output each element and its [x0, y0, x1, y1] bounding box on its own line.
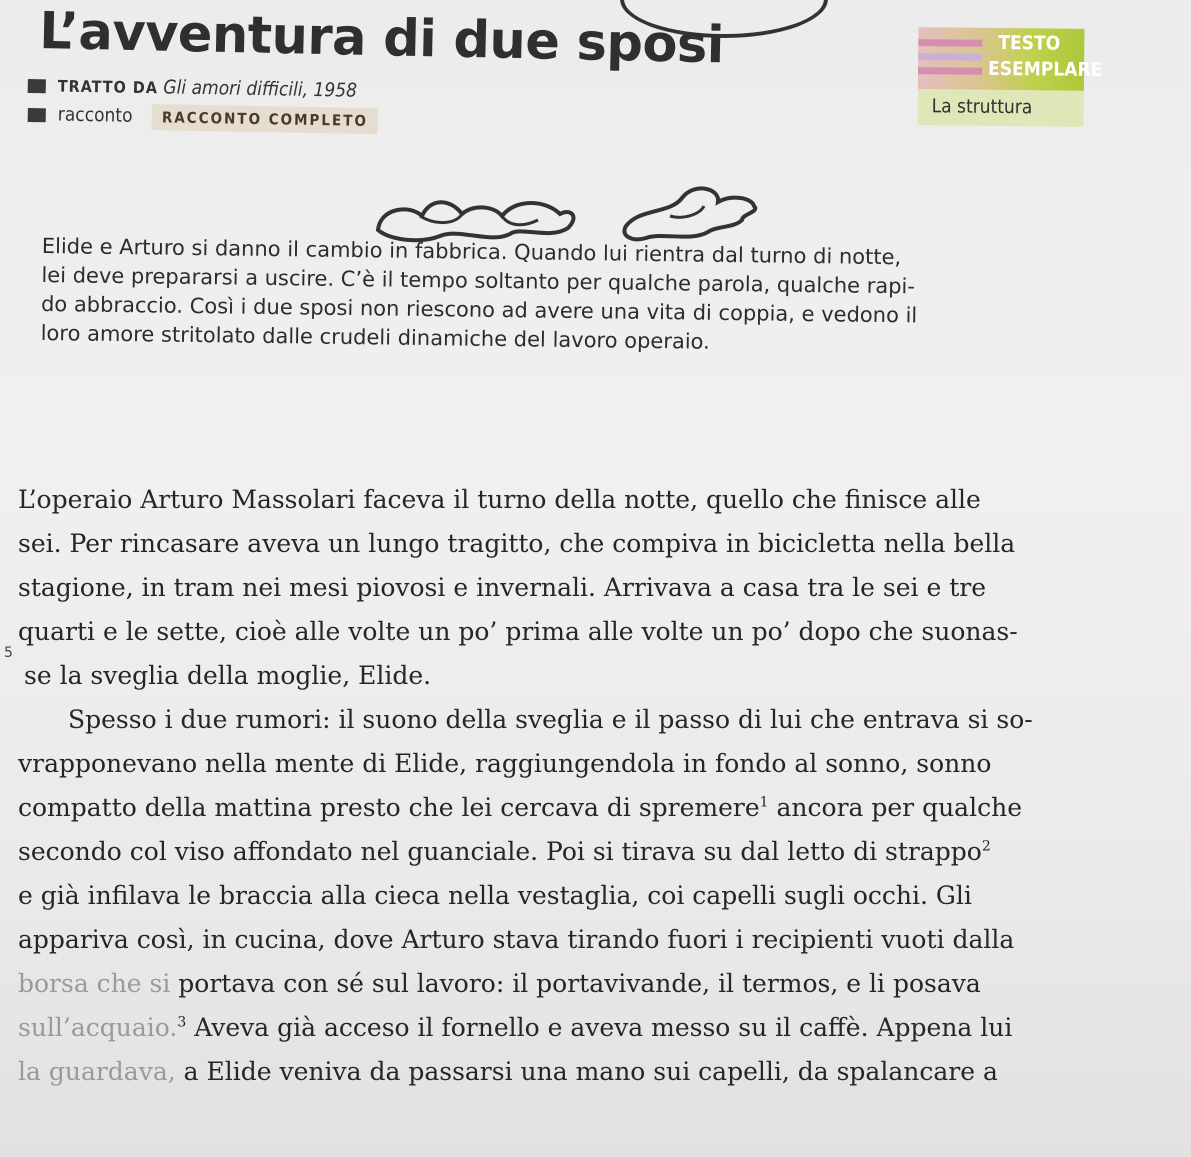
- text-line: [18, 1006, 1178, 1050]
- bullet-square-icon: [28, 107, 46, 121]
- source-title: Gli amori difficili, 1958: [163, 76, 358, 102]
- text-line: quarti e le sette, cioè alle volte un po’ prima alle volte un po’ dopo che suonas-: [18, 617, 1018, 646]
- badge-stripe: [918, 39, 982, 47]
- text-segment: portava con sé sul lavoro: il portavivande, il termos, e li posava: [170, 969, 981, 998]
- page-title: L’avventura di due sposi: [38, 2, 725, 76]
- text-segment: la guardava,: [18, 1057, 176, 1086]
- source-line: [28, 74, 358, 102]
- badge-line1: TESTO: [998, 31, 1061, 55]
- text-line: stagione, in tram nei mesi piovosi e invernali. Arrivava a casa tra le sei e tre: [18, 573, 987, 602]
- text-line: sei. Per rincasare aveva un lungo tragitto, che compiva in bicicletta nella bella: [18, 529, 1016, 558]
- text-line: L’operaio Arturo Massolari faceva il turno della notte, quello che finisce alle: [18, 485, 981, 514]
- bullet-square-icon: [28, 78, 46, 92]
- genre-label: racconto: [57, 103, 133, 127]
- text-segment: a Elide veniva da passarsi una mano sui capelli, da spalancare a: [175, 1057, 998, 1086]
- footnote-ref[interactable]: 3: [177, 1014, 187, 1031]
- genre-line: [28, 102, 379, 134]
- text-line: e già infilava le braccia alla cieca nella vestaglia, coi capelli sugli occhi. Gli: [18, 881, 972, 910]
- testo-esemplare-badge: [917, 27, 1103, 127]
- text-line: [18, 1050, 1178, 1094]
- footnote-ref[interactable]: 2: [981, 838, 991, 855]
- badge-stripe: [918, 53, 982, 61]
- badge-top: [918, 27, 1103, 91]
- text-line: [18, 962, 1178, 1006]
- complete-story-badge: RACCONTO COMPLETO: [152, 104, 378, 134]
- text-segment: sull’acquaio.: [18, 1013, 178, 1042]
- text-line: [18, 830, 1178, 874]
- intro-summary: [40, 232, 1161, 363]
- badge-bottom: [917, 89, 1083, 127]
- badge-section: La struttura: [931, 95, 1033, 119]
- story-text: [18, 478, 1178, 1094]
- intro-line: lei deve prepararsi a uscire. C’è il tempo soltanto per qualche parola, qualche rapi-: [41, 262, 916, 299]
- footnote-ref[interactable]: 1: [759, 794, 769, 811]
- text-segment: Aveva già acceso il fornello e aveva messo su il caffè. Appena lui: [186, 1013, 1013, 1042]
- text-segment: compatto della mattina presto che lei cercava di spremere: [18, 793, 760, 822]
- text-line: [18, 786, 1178, 830]
- text-line: vrapponevano nella mente di Elide, raggiungendola in fondo al sonno, sonno: [18, 749, 992, 778]
- intro-line: Elide e Arturo si danno il cambio in fabbrica. Quando lui rientra dal turno di notte,: [41, 233, 902, 270]
- badge-stripe: [918, 67, 982, 75]
- text-segment: ancora per qualche: [768, 793, 1022, 822]
- text-line: Spesso i due rumori: il suono della sveglia e il passo di lui che entrava si so-: [68, 705, 1033, 734]
- text-segment: secondo col viso affondato nel guanciale. Poi si tirava su dal letto di strappo: [18, 837, 982, 866]
- tratto-label: TRATTO DA: [57, 76, 159, 98]
- text-line: se la sveglia della moglie, Elide.: [24, 661, 432, 690]
- text-segment: borsa che si: [18, 969, 171, 998]
- badge-line2: ESEMPLARE: [987, 57, 1103, 82]
- line-number: 5: [4, 645, 13, 661]
- intro-line: do abbraccio. Così i due sposi non riescono ad avere una vita di coppia, e vedono il: [40, 291, 918, 328]
- decorative-doodle-icon: [370, 168, 780, 248]
- intro-line: loro amore stritolato dalle crudeli dinamiche del lavoro operaio.: [40, 320, 710, 354]
- text-line: appariva così, in cucina, dove Arturo stava tirando fuori i recipienti vuoti dalla: [18, 925, 1015, 954]
